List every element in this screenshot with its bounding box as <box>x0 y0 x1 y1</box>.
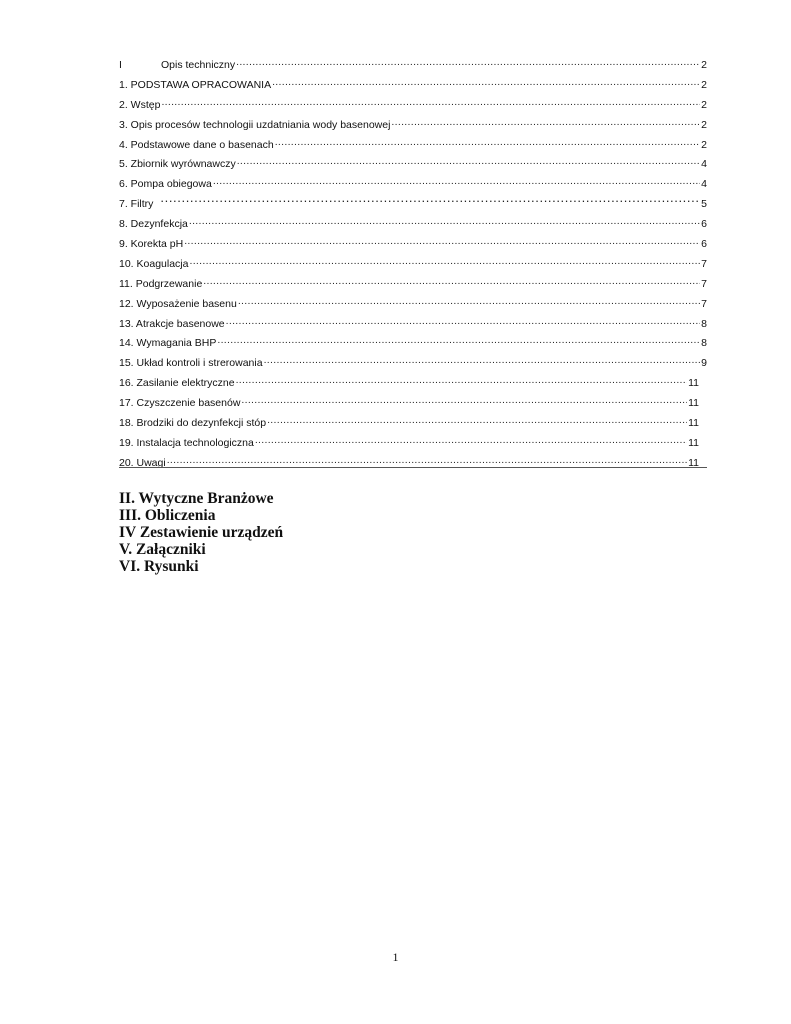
toc-entry-page: 7 <box>701 277 707 290</box>
toc-entry-wyposazenie[interactable] <box>119 295 707 315</box>
toc-entry-title: 1. PODSTAWA OPRACOWANIA <box>119 78 272 91</box>
toc-entry-dezynfekcja[interactable] <box>119 215 707 235</box>
toc-entry-title: 11. Podgrzewanie <box>119 277 203 290</box>
section-list <box>119 490 283 575</box>
toc-entry-page: 7 <box>701 297 707 310</box>
toc-entry-page: 5 <box>701 198 707 211</box>
toc-entry-page: 11 <box>688 377 699 390</box>
toc-entry-title: 13. Atrakcje basenowe <box>119 317 225 330</box>
toc-entry-page: 11 <box>688 456 699 469</box>
dot-leader <box>264 354 700 366</box>
toc-entry-title: 9. Korekta pH <box>119 238 184 251</box>
toc-entry-zbiornik[interactable] <box>119 155 707 175</box>
toc-entry-page: 8 <box>701 337 707 350</box>
toc-entry-title: 3. Opis procesów technologii uzdatniania wody basenowej <box>119 118 391 131</box>
dot-leader <box>237 155 700 167</box>
toc-entry-podstawa-opracowania[interactable] <box>119 76 707 96</box>
toc-entry-koagulacja[interactable] <box>119 255 707 275</box>
toc-entry-czyszczenie[interactable] <box>119 394 707 414</box>
dot-leader <box>236 56 700 68</box>
toc-entry-page: 6 <box>701 218 707 231</box>
table-of-contents <box>119 56 707 474</box>
toc-entry-title: 2. Wstęp <box>119 98 161 111</box>
toc-entry-opis-procesow[interactable] <box>119 116 707 136</box>
dot-leader <box>160 195 700 207</box>
toc-entry-page: 2 <box>701 138 707 151</box>
toc-entry-podstawowe-dane[interactable] <box>119 136 707 156</box>
dot-leader <box>272 76 700 88</box>
toc-entry-wymagania-bhp[interactable] <box>119 334 707 354</box>
toc-entry-title: 20. Uwagi <box>119 456 166 469</box>
toc-entry-opis-techniczny[interactable] <box>119 56 707 76</box>
toc-entry-page: 11 <box>688 436 699 449</box>
dot-leader <box>236 374 688 386</box>
toc-entry-title: 8. Dezynfekcja <box>119 218 188 231</box>
dot-leader <box>238 295 700 307</box>
toc-entry-filtry[interactable] <box>119 195 707 215</box>
toc-entry-instalacja[interactable] <box>119 434 707 454</box>
toc-entry-title: 7. Filtry <box>119 198 154 211</box>
toc-entry-title: 15. Układ kontroli i strerowania <box>119 357 263 370</box>
dot-leader <box>255 434 687 446</box>
section-heading: III. Obliczenia <box>119 507 216 524</box>
toc-entry-wstep[interactable] <box>119 96 707 116</box>
toc-entry-title: 16. Zasilanie elektryczne <box>119 377 235 390</box>
dot-leader <box>275 136 700 148</box>
toc-entry-number: I <box>119 59 122 71</box>
toc-entry-zasilanie[interactable] <box>119 374 707 394</box>
dot-leader <box>213 175 700 187</box>
dot-leader <box>391 116 700 128</box>
toc-entry-title: 17. Czyszczenie basenów <box>119 397 241 410</box>
toc-entry-pompa[interactable] <box>119 175 707 195</box>
page-number: 1 <box>392 950 399 964</box>
dot-leader <box>241 394 687 406</box>
dot-leader <box>217 334 700 346</box>
toc-entry-page: 2 <box>701 78 707 91</box>
toc-entry-page: 9 <box>701 357 707 370</box>
toc-entry-title: 12. Wyposażenie basenu <box>119 297 237 310</box>
toc-entry-title: 14. Wymagania BHP <box>119 337 217 350</box>
section-heading: IV Zestawienie urządzeń <box>119 524 284 541</box>
toc-entry-page: 4 <box>701 178 707 191</box>
toc-entry-title: Opis techniczny <box>161 59 236 71</box>
dot-leader <box>267 414 687 426</box>
toc-entry-page: 2 <box>701 59 707 71</box>
toc-entry-title: 19. Instalacja technologiczna <box>119 436 254 449</box>
dot-leader <box>161 96 700 108</box>
section-heading: V. Załączniki <box>119 541 206 558</box>
toc-entry-title: 5. Zbiornik wyrównawczy <box>119 158 236 171</box>
toc-entry-page: 6 <box>701 238 707 251</box>
dot-leader <box>189 215 700 227</box>
toc-entry-title: 18. Brodziki do dezynfekcji stóp <box>119 417 267 430</box>
toc-entry-page: 2 <box>701 118 707 131</box>
toc-entry-atrakcje[interactable] <box>119 315 707 335</box>
toc-entry-podgrzewanie[interactable] <box>119 275 707 295</box>
toc-entry-page: 2 <box>701 98 707 111</box>
toc-divider <box>119 467 707 468</box>
toc-entry-page: 11 <box>688 397 699 410</box>
dot-leader <box>184 235 700 247</box>
toc-entry-page: 8 <box>701 317 707 330</box>
section-heading: II. Wytyczne Branżowe <box>119 490 274 507</box>
toc-entry-korekta-ph[interactable] <box>119 235 707 255</box>
toc-entry-title: 4. Podstawowe dane o basenach <box>119 138 274 151</box>
dot-leader <box>203 275 700 287</box>
dot-leader <box>226 315 700 327</box>
dot-leader <box>167 454 687 466</box>
toc-entry-page: 7 <box>701 257 707 270</box>
section-heading: VI. Rysunki <box>119 558 199 575</box>
toc-entry-uklad-kontroli[interactable] <box>119 354 707 374</box>
dot-leader <box>189 255 700 267</box>
toc-entry-title: 10. Koagulacja <box>119 257 189 270</box>
toc-entry-uwagi[interactable] <box>119 454 707 474</box>
toc-entry-page: 4 <box>701 158 707 171</box>
toc-entry-title: 6. Pompa obiegowa <box>119 178 212 191</box>
toc-entry-page: 11 <box>688 417 699 430</box>
toc-entry-brodziki[interactable] <box>119 414 707 434</box>
